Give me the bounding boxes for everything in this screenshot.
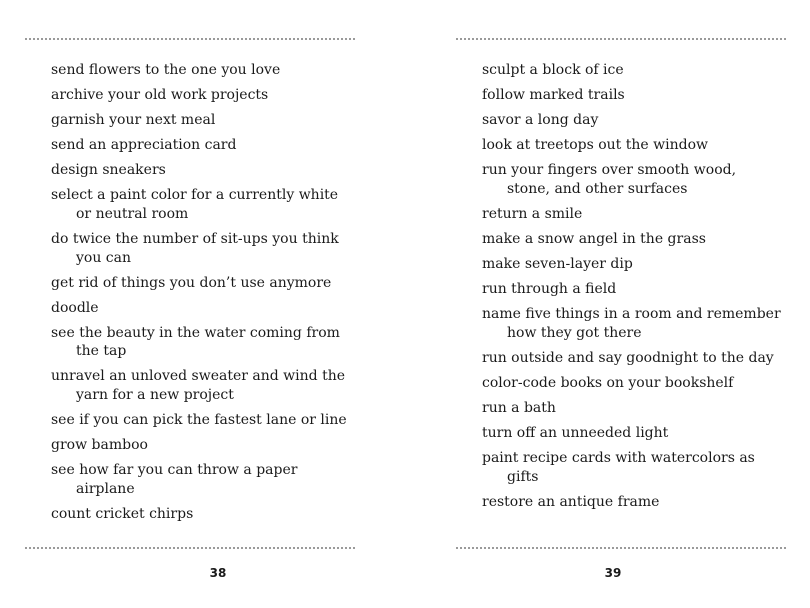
list-item: savor a long day: [482, 112, 599, 129]
list-item: run through a field: [482, 281, 617, 298]
list-item: make a snow angel in the grass: [482, 231, 706, 248]
activity-list: [51, 61, 351, 530]
list-item: get rid of things you don’t use anymore: [51, 274, 332, 291]
list-item: garnish your next meal: [51, 112, 216, 129]
list-item: unravel an unloved sweater and wind the yarn for a new project: [51, 368, 345, 403]
page-number: 39: [604, 566, 622, 580]
list-item: sculpt a block of ice: [482, 62, 624, 78]
left-page: [25, 0, 355, 608]
list-item: name five things in a room and remember how they got there: [482, 306, 781, 341]
list-item: see if you can pick the fastest lane or line: [51, 412, 347, 429]
list-item: doodle: [51, 299, 99, 316]
list-item: archive your old work projects: [51, 87, 269, 104]
list-item: color-code books on your bookshelf: [482, 375, 734, 392]
bottom-dotted-rule: [456, 547, 786, 549]
list-item: paint recipe cards with watercolors as gifts: [482, 450, 755, 485]
list-item: run a bath: [482, 400, 556, 417]
list-item: see the beauty in the water coming from the tap: [51, 324, 340, 360]
top-dotted-rule: [456, 38, 786, 40]
bottom-dotted-rule: [25, 547, 355, 549]
list-item: make seven-layer dip: [482, 256, 633, 273]
list-item: see how far you can throw a paper airplane: [51, 462, 298, 497]
list-item: send an appreciation card: [51, 137, 237, 154]
list-item: turn off an unneeded light: [482, 425, 669, 442]
list-item: grow bamboo: [51, 437, 148, 454]
list-item: return a smile: [482, 205, 583, 222]
list-item: count cricket chirps: [51, 505, 194, 522]
list-item: follow marked trails: [482, 87, 625, 104]
list-item: send flowers to the one you love: [51, 62, 281, 78]
list-item: design sneakers: [51, 162, 166, 179]
activity-list: [482, 61, 782, 518]
list-item: look at treetops out the window: [482, 137, 708, 154]
page-number: 38: [209, 566, 227, 580]
list-item: do twice the number of sit-ups you think you can: [51, 231, 339, 266]
list-item: select a paint color for a currently white or neutral room: [51, 187, 339, 222]
right-page: [456, 0, 786, 608]
top-dotted-rule: [25, 38, 355, 40]
list-item: run outside and say goodnight to the day: [482, 349, 774, 366]
list-item: run your fingers over smooth wood, stone, and other surfaces: [482, 162, 737, 197]
list-item: restore an antique frame: [482, 493, 660, 510]
